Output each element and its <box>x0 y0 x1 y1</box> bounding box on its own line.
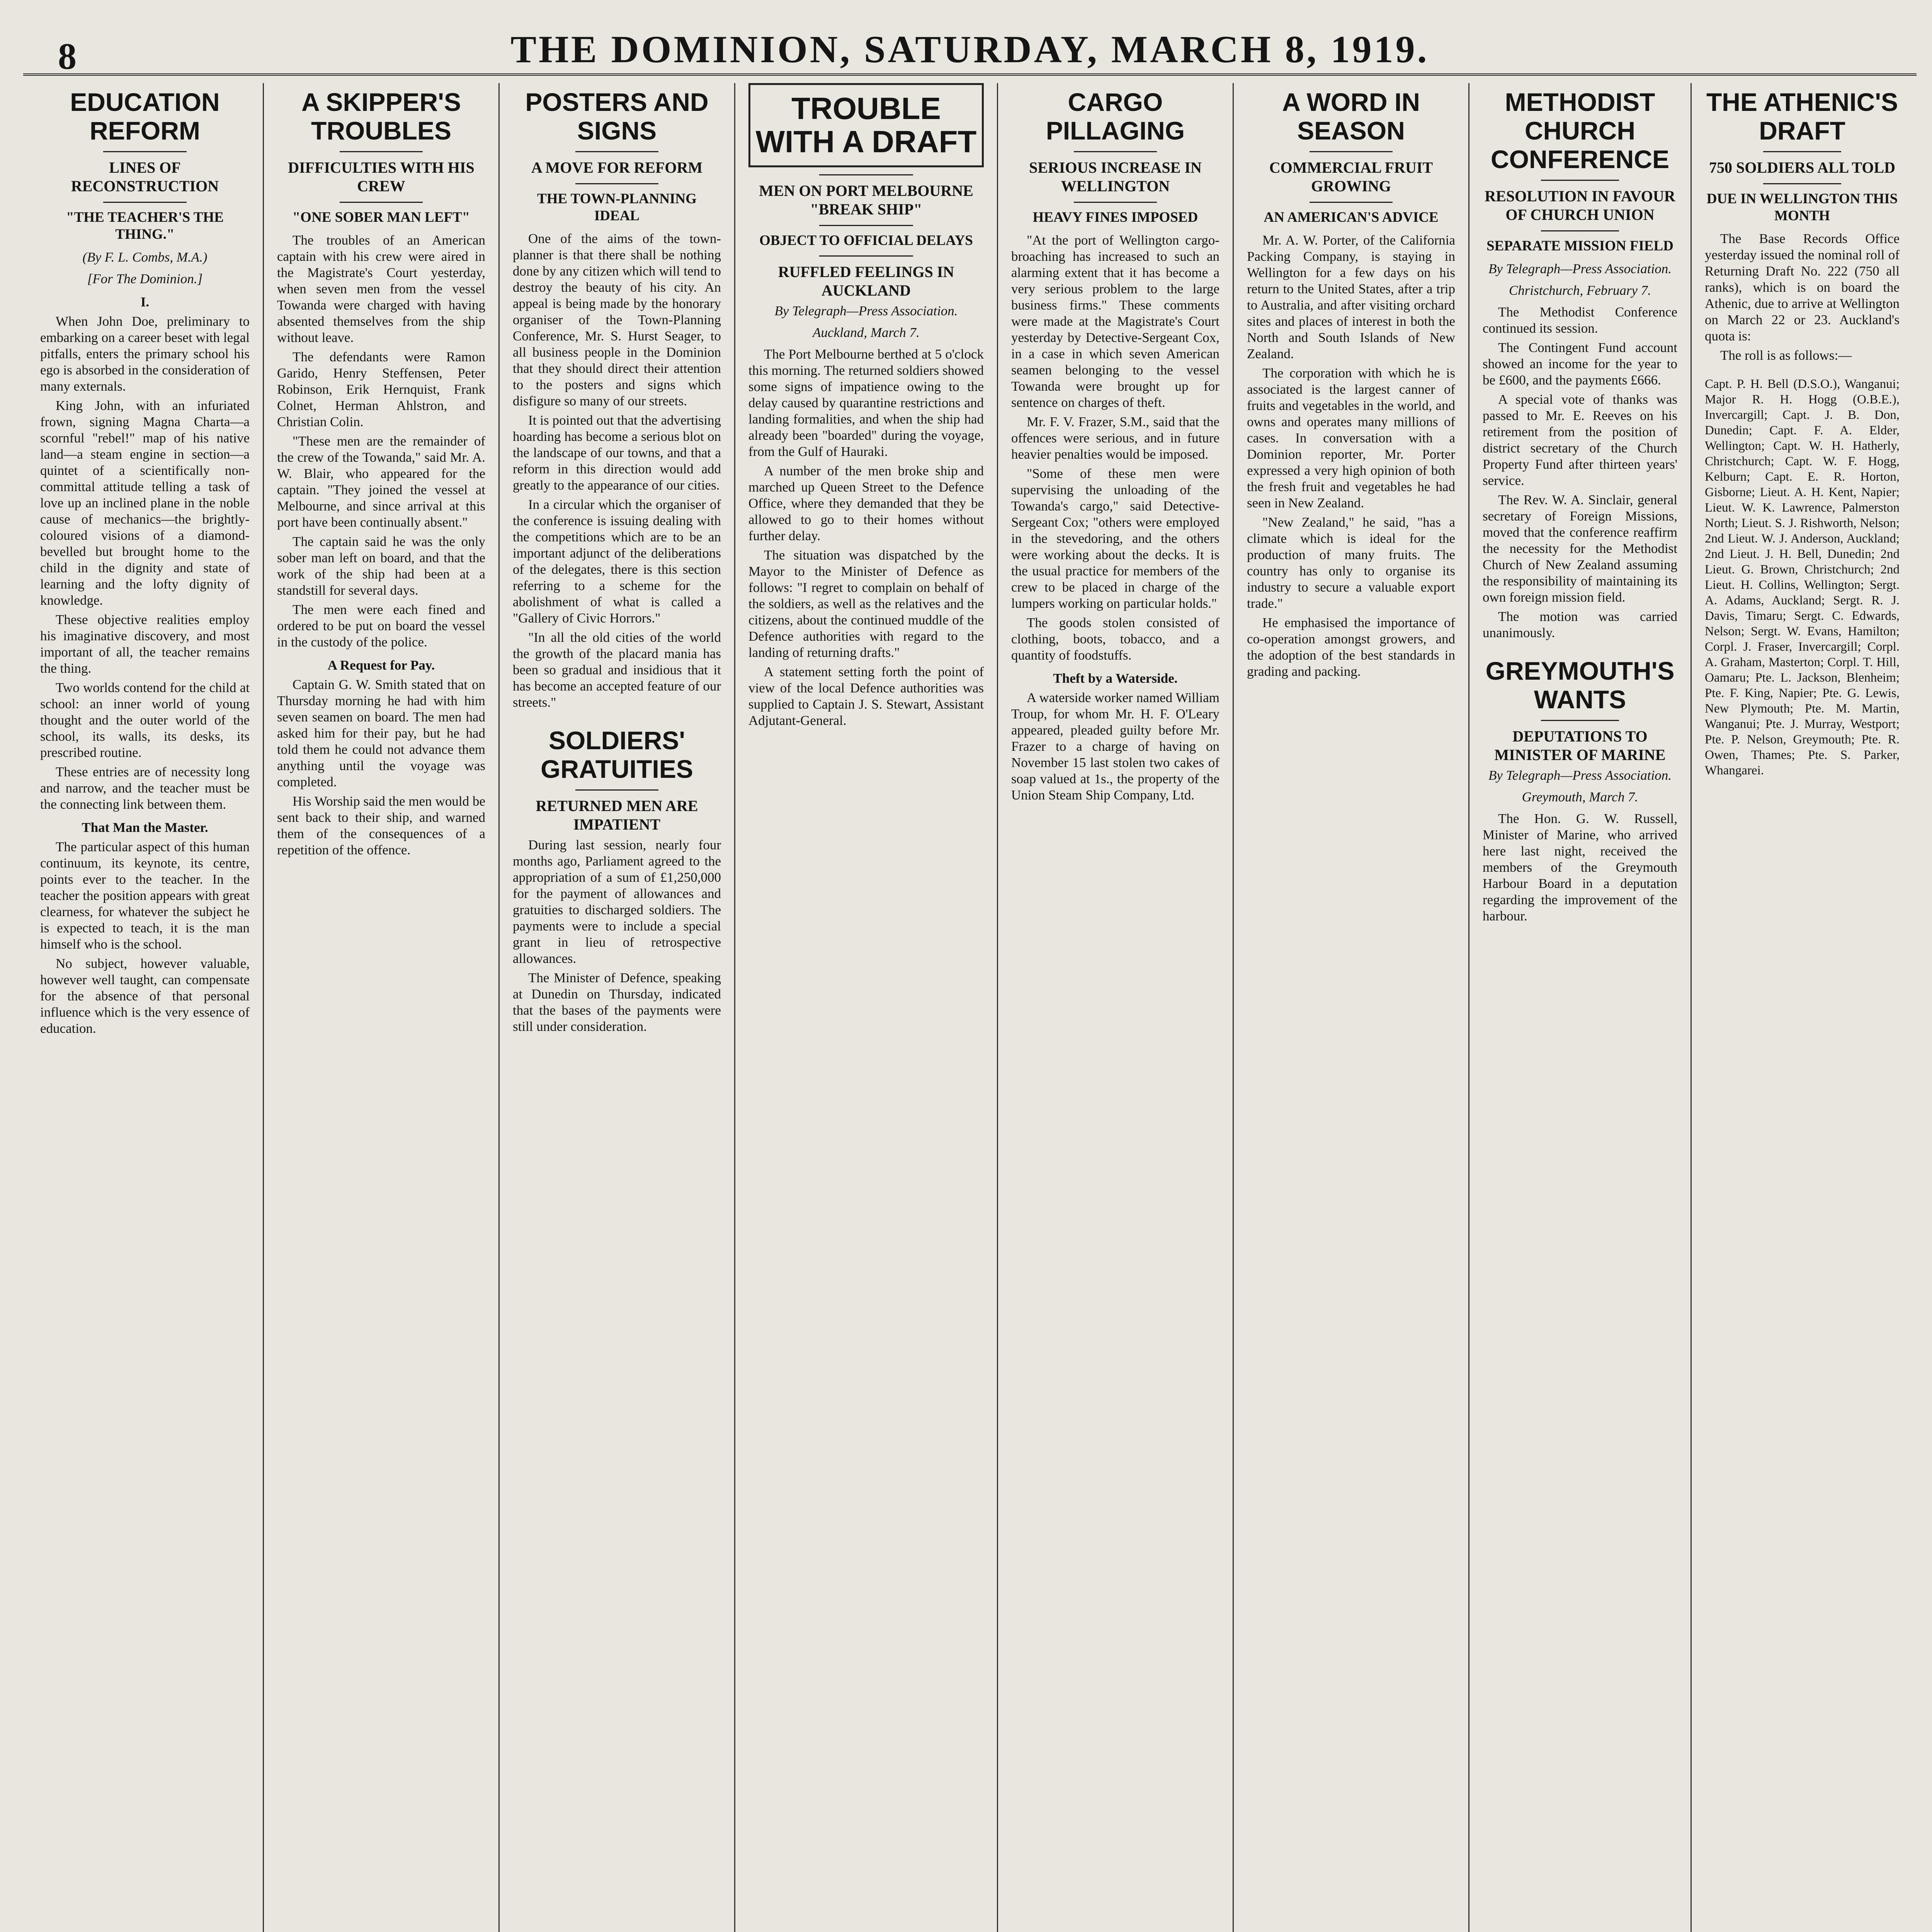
article <box>40 88 250 1037</box>
byline: [For The Dominion.] <box>87 271 203 286</box>
paragraph: "Some of these men were supervising the unloading of the Towanda's cargo," said Detective-Sergeant Cox; "others were employed in the stevedoring, and the others were working about the decks. It is the usual practice for members of the crew to be placed in charge of the lumpers working on particular holds." <box>1011 466 1219 611</box>
paragraph: The Hon. G. W. Russell, Minister of Marine, who arrived here last night, received the members of the Greymouth Harbour Board in a deputation regarding the improvement of the harbour. <box>1483 811 1677 923</box>
paragraph: The motion was carried unanimously. <box>1483 609 1677 640</box>
paragraph: "In all the old cities of the world the growth of the placard mania has been so gradual and insidious that it has become an accepted feature of our streets." <box>513 630 721 710</box>
paragraph: The Rev. W. A. Sinclair, general secretary of Foreign Missions, moved that the conference reaffirm the necessity for the Methodist Church of New Zealand assuming the responsibility of maintaining its own foreign mission field. <box>1483 492 1677 605</box>
headline: POSTERS AND SIGNS <box>525 88 709 145</box>
divider <box>1310 151 1393 152</box>
subdeck: "THE TEACHER'S THE THING." <box>66 209 224 242</box>
subhead: A Request for Pay. <box>327 658 435 673</box>
paragraph: The Base Records Office yesterday issued the nominal roll of Returning Draft No. 222 (750 all ranks), which is on board the Athenic, due to arrive at Wellington on March 22 or 23. Auckland's quota is: <box>1705 231 1900 344</box>
paragraph: "At the port of Wellington cargo-broaching has increased to such an alarming extent that it has become a very serious problem to the large business firms." These comments were made at the Magistrate's Court yesterday by Detective-Sergeant Cox, in a case in which seven American seamen belonging to the vessel Towanda were brought up for sentence on charges of theft. <box>1011 233 1219 410</box>
subdeck: AN AMERICAN'S ADVICE <box>1264 209 1439 225</box>
headline: A WORD IN SEASON <box>1282 88 1420 145</box>
deck: DEPUTATIONS TO MINISTER OF MARINE <box>1494 728 1666 764</box>
paragraph: His Worship said the men would be sent back to their ship, and warned them of the consequences of a repetition of the offence. <box>277 794 485 857</box>
divider <box>340 151 423 152</box>
masthead <box>23 27 1917 76</box>
headline: THE ATHENIC'S DRAFT <box>1706 88 1898 145</box>
subdeck: THE TOWN-PLANNING IDEAL <box>537 191 697 224</box>
divider <box>1763 183 1841 184</box>
paragraph: It is pointed out that the advertising hoarding has become a serious blot on the landscape of our towns, and that a reform in this direction would add greatly to the appearance of our cities. <box>513 413 721 493</box>
article <box>277 88 485 858</box>
headline: SOLDIERS' GRATUITIES <box>541 726 693 783</box>
deck: 750 SOLDIERS ALL TOLD <box>1709 159 1896 176</box>
paragraph: The roll is as follows:— <box>1720 348 1852 363</box>
paragraph: A number of the men broke ship and marched up Queen Street to the Defence Office, where they demanded that they be allowed to go to their homes without further delay. <box>748 463 984 543</box>
paragraph: The goods stolen consisted of clothing, boots, tobacco, and a quantity of foodstuffs. <box>1011 615 1219 663</box>
article <box>513 88 721 711</box>
paragraph: One of the aims of the town-planner is that there shall be nothing done by any citizen which will tend to destroy the beauty of his city. An appeal is being made by the honorary organiser of the Town-Planning Conference, Mr. S. Hurst Seager, to all business people in the Dominion that they should direct their attention to the posters and signs which disfigure so many of our streets. <box>513 231 721 408</box>
paragraph: The troubles of an American captain with his crew were aired in the Magistrate's Court yesterday, when seven men from the vessel Towanda were charged with having absented themselves from the ship without leave. <box>277 233 485 345</box>
divider <box>575 151 659 152</box>
column-6 <box>1233 83 1468 1932</box>
dateline: Christchurch, February 7. <box>1509 283 1651 298</box>
paragraph: King John, with an infuriated frown, signing Magna Charta—a scornful "rebel!" map of his native land—a steam engine in section—a quintet of a scientifically non-committal attitude telling a task of love up an inclined plane in the noble cause of mechanics—the brightly-coloured visions of a diamond-bevelled but brought home to the child in the dignity and state of learning and the lofty dignity of knowledge. <box>40 398 250 608</box>
divider <box>575 789 659 791</box>
headline: GREYMOUTH'S WANTS <box>1485 656 1675 714</box>
byline: By Telegraph—Press Association. <box>1488 261 1672 276</box>
article <box>1483 656 1677 924</box>
paragraph: These objective realities employ his imaginative discovery, and most important of all, the teacher remains the thing. <box>40 612 250 676</box>
divider <box>1541 180 1619 181</box>
paragraph: The Methodist Conference continued its session. <box>1483 304 1677 336</box>
column-3 <box>498 83 734 1932</box>
deck: SERIOUS INCREASE IN WELLINGTON <box>1029 159 1202 195</box>
subhead: Theft by a Waterside. <box>1053 671 1178 686</box>
paragraph: Two worlds contend for the child at school: an inner world of young thought and the outer world of the school, its walls, its desks, its prescribed routine. <box>40 680 250 760</box>
paragraph: The defendants were Ramon Garido, Henry Steffensen, Peter Robinson, Erik Hernquist, Frank Colnet, Herman Ahlstron, and Christian Colin. <box>277 349 485 429</box>
divider <box>340 202 423 203</box>
headline: TROUBLE WITH A DRAFT <box>755 91 977 159</box>
divider <box>103 202 187 203</box>
article <box>748 83 984 729</box>
divider <box>575 183 659 184</box>
subdeck: DUE IN WELLINGTON THIS MONTH <box>1706 191 1898 224</box>
byline: By Telegraph—Press Association. <box>1488 768 1672 783</box>
column-5 <box>997 83 1233 1932</box>
paragraph: The men were each fined and ordered to be put on board the vessel in the custody of the police. <box>277 602 485 650</box>
paragraph: A statement setting forth the point of view of the local Defence authorities was supplied to Captain J. S. Stewart, Assistant Adjutant-General. <box>748 664 984 728</box>
column-2 <box>263 83 498 1932</box>
deck: DIFFICULTIES WITH HIS CREW <box>288 159 474 195</box>
newspaper-title: THE DOMINION, SATURDAY, MARCH 8, 1919. <box>510 28 1429 71</box>
paragraph: The particular aspect of this human continuum, its keynote, its centre, points ever to the teacher. In the teacher the position appears with great clearness, for whatever the subject he is expected to teach, it is the man himself who is the school. <box>40 839 250 952</box>
article <box>1705 88 1900 778</box>
headline: METHODIST CHURCH CONFERENCE <box>1490 88 1670 173</box>
paragraph: The captain said he was the only sober man left on board, and that the work of the ship had been at a standstill for several days. <box>277 534 485 598</box>
divider <box>1763 151 1841 152</box>
column-4 <box>734 83 997 1932</box>
column-1 <box>27 83 263 1932</box>
deck: MEN ON PORT MELBOURNE "BREAK SHIP" <box>759 182 973 218</box>
paragraph: Mr. A. W. Porter, of the California Packing Company, is staying in Wellington for a few days on his return to the United States, after a trip to Australia, and after visiting orchard sites and places of interest in both the North and South Islands of New Zealand. <box>1247 233 1455 361</box>
article <box>1011 88 1219 803</box>
paragraph: These entries are of necessity long and narrow, and the teacher must be the connecting link between them. <box>40 764 250 812</box>
headline: CARGO PILLAGING <box>1046 88 1185 145</box>
dateline: Auckland, March 7. <box>813 325 920 340</box>
deck: RESOLUTION IN FAVOUR OF CHURCH UNION <box>1485 187 1675 223</box>
deck: A MOVE FOR REFORM <box>531 159 703 176</box>
headline: EDUCATION REFORM <box>70 88 220 145</box>
nominal-roll: Capt. P. H. Bell (D.S.O.), Wanganui; Major R. H. Hogg (O.B.E.), Invercargill; Capt. J. B. Don, Dunedin; Capt. F. A. Elder, Wellington; Capt. W. H. Hatherly, Christchurch; Capt. W. F. Hogg, Kelburn; Capt. E. R. Horton, Gisborne; Lieut. A. H. Kent, Napier; Lieut. W. K. Lawrence, Palmerston North; Lieut. S. J. Rishworth, Nelson; 2nd Lieut. W. J. Anderson, Auckland; 2nd Lieut. J. H. Bell, Dunedin; 2nd Lieut. G. Brown, Christchurch; 2nd Lieut. H. Collins, Wellington; Sergt. A. Adams, Auckland; Sergt. R. J. Davis, Timaru; Sergt. C. Edwards, Nelson; Sergt. W. Evans, Hamilton; Corpl. J. Fraser, Invercargill; Corpl. A. Graham, Masterton; Corpl. T. Hill, Oamaru; Pte. L. Jackson, Blenheim; Pte. F. King, Napier; Pte. G. Lewis, New Plymouth; Pte. M. Martin, Wanganui; Pte. J. Murray, Westport; Pte. P. Nelson, Greymouth; Pte. R. Owen, Thames; Pte. S. Parker, Whangarei. <box>1705 377 1900 777</box>
paragraph: Mr. F. V. Frazer, S.M., said that the offences were serious, and in future heavier penalties would be imposed. <box>1011 414 1219 462</box>
subdeck: "ONE SOBER MAN LEFT" <box>292 209 470 225</box>
divider <box>1074 151 1157 152</box>
divider <box>1541 720 1619 721</box>
paragraph: A waterside worker named William Troup, for whom Mr. H. F. O'Leary appeared, pleaded guilty before Mr. Frazer to a charge of having on November 15 last stolen two cakes of soap valued at 1s., the property of the Union Steam Ship Company, Ltd. <box>1011 690 1219 803</box>
article <box>513 726 721 1035</box>
paragraph: During last session, nearly four months ago, Parliament agreed to the appropriation of a sum of £1,250,000 for the payment of allowances and gratuities to discharged soldiers. The payments were to include a special grant in lieu of retrospective allowances. <box>513 837 721 966</box>
deck: LINES OF RECONSTRUCTION <box>71 159 219 195</box>
byline: (By F. L. Combs, M.A.) <box>82 250 207 265</box>
divider <box>1541 230 1619 231</box>
byline: By Telegraph—Press Association. <box>774 303 958 318</box>
divider <box>103 151 187 152</box>
paragraph: No subject, however valuable, however well taught, can compensate for the absence of that personal influence which is the very essence of education. <box>40 956 250 1036</box>
subhead: That Man the Master. <box>82 820 208 835</box>
paragraph: "These men are the remainder of the crew of the Towanda," said Mr. A. W. Blair, who appeared for the captain. "They joined the vessel at Melbourne, and since arrival at this port have been continually absent." <box>277 434 485 530</box>
paragraph: In a circular which the organiser of the conference is issuing dealing with the competitions which are to be an important adjunct of the deliberations of the delegates, there is this section referring to a scheme for the abolishment of what is called a "Gallery of Civic Horrors." <box>513 497 721 626</box>
column-8 <box>1690 83 1913 1932</box>
paragraph: The Minister of Defence, speaking at Dunedin on Thursday, indicated that the bases of the payments were still under consideration. <box>513 970 721 1034</box>
deck: COMMERCIAL FRUIT GROWING <box>1269 159 1433 195</box>
paragraph: A special vote of thanks was passed to Mr. E. Reeves on his retirement from the position of district secretary of the Church Property Fund after thirteen years' service. <box>1483 392 1677 488</box>
paragraph: The Contingent Fund account showed an income for the year to be £600, and the payments £666. <box>1483 340 1677 388</box>
deck: RETURNED MEN ARE IMPATIENT <box>536 797 698 833</box>
article <box>1247 88 1455 680</box>
subdeck: HEAVY FINES IMPOSED <box>1032 209 1198 225</box>
dateline: Greymouth, March 7. <box>1522 789 1638 804</box>
deck: RUFFLED FEELINGS IN AUCKLAND <box>778 263 954 299</box>
newspaper-columns <box>27 83 1913 1932</box>
divider <box>1074 202 1157 203</box>
paragraph: He emphasised the importance of co-operation amongst growers, and the adoption of the best standards in grading and packing. <box>1247 615 1455 679</box>
divider <box>819 174 913 175</box>
headline-box <box>748 83 984 167</box>
paragraph: When John Doe, preliminary to embarking on a career beset with legal pitfalls, enters the primary school his ego is absorbed in the consideration of many externals. <box>40 314 250 394</box>
paragraph: The corporation with which he is associated is the largest canner of fruits and vegetables in the world, and owns and operates many millions of cases. In conversation with a Dominion reporter, Mr. Porter expressed a very high opinion of both the fresh fruit and vegetables he had seen in New Zealand. <box>1247 366 1455 510</box>
paragraph: "New Zealand," he said, "has a climate which is ideal for the production of many fruits. The country has only to organise its industry to secure a valuable export trade." <box>1247 515 1455 611</box>
headline: A SKIPPER'S TROUBLES <box>301 88 461 145</box>
divider <box>819 255 913 257</box>
section-number: I. <box>140 294 150 310</box>
divider <box>819 225 913 226</box>
subdeck: OBJECT TO OFFICIAL DELAYS <box>759 233 973 248</box>
divider <box>1310 202 1393 203</box>
paragraph: The Port Melbourne berthed at 5 o'clock this morning. The returned soldiers showed some signs of impatience owing to the delay caused by quarantine restrictions and landing formalities, and when the ship had already been "boarded" during the voyage, from the Gulf of Hauraki. <box>748 347 984 459</box>
page-number: 8 <box>58 36 77 77</box>
paragraph: Captain G. W. Smith stated that on Thursday morning he had with him seven seamen on board. The men had asked him for their pay, but he had told them he could not advance them anything until the voyage was completed. <box>277 677 485 789</box>
article <box>1483 88 1677 641</box>
paragraph: The situation was dispatched by the Mayor to the Minister of Defence as follows: "I regret to complain on behalf of the soldiers, as well as the relatives and the citizens, about the continued muddle of the Defence authorities with regard to the landing of returning drafts." <box>748 548 984 660</box>
subdeck: SEPARATE MISSION FIELD <box>1486 238 1673 254</box>
column-7 <box>1468 83 1690 1932</box>
